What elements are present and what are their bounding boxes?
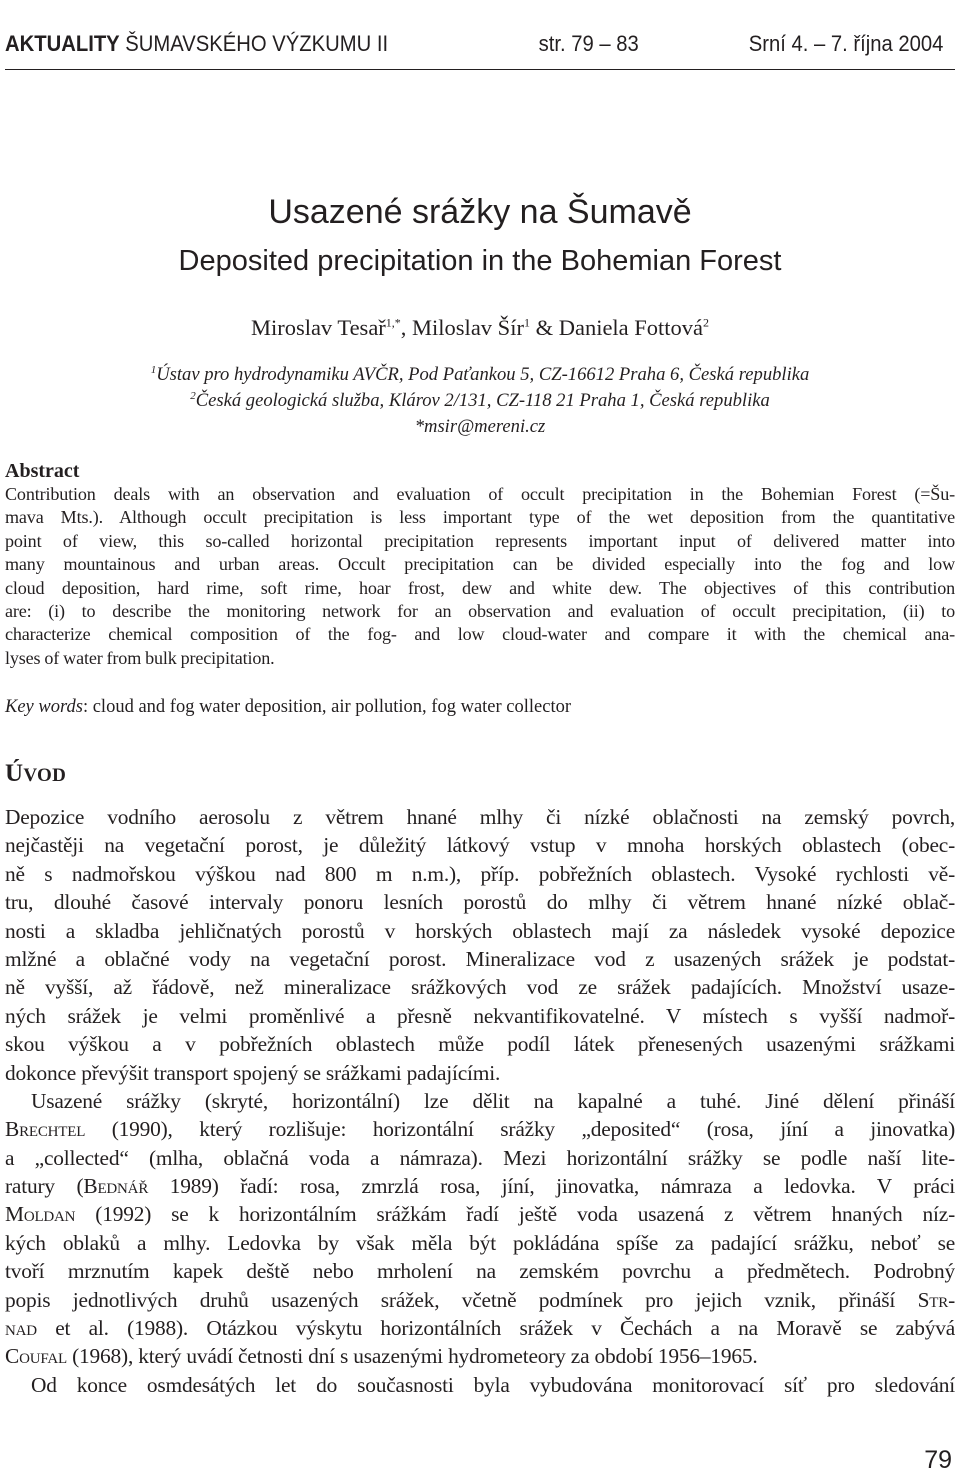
body-line: dokonce převýšit transport spojený se srážkami padajícími. bbox=[5, 1060, 501, 1085]
body-line: nad et al. (1988). Otázkou výskytu horizontálních srážek v Čechách a na Moravě se zabývá bbox=[5, 1316, 955, 1341]
keywords-label: Key words bbox=[5, 697, 83, 717]
author-affil-mark: 1,* bbox=[385, 315, 401, 330]
body-line: Depozice vodního aerosolu z větrem hnané mlhy či nízké oblačnosti na zemský povrch, bbox=[5, 805, 955, 829]
keywords-text: : cloud and fog water deposition, air pollution, fog water collector bbox=[82, 697, 572, 717]
abstract-line: many mountainous and urban areas. Occult precipitation can be divided especially into the fog and low bbox=[5, 554, 955, 575]
body-line: Od konce osmdesátých let do současnosti byla vybudována monitorovací síť pro sledování bbox=[31, 1372, 955, 1397]
cited-author: nad bbox=[5, 1316, 37, 1341]
cited-author: Bednář bbox=[83, 1174, 149, 1199]
author-name: Daniela Fottová bbox=[558, 315, 704, 340]
cited-author: Brechtel bbox=[5, 1117, 86, 1142]
body-line: Coufal (1968), který uvádí četnosti dní s usazenými hydrometeory za období 1956–1965. bbox=[5, 1344, 758, 1369]
header-rule bbox=[5, 69, 955, 70]
page-number: 79 bbox=[924, 1446, 952, 1474]
abstract-line: are: (i) to describe the monitoring network for an observation and evaluation of occult precipitation, (ii) to bbox=[5, 600, 955, 621]
abstract-line: Contribution deals with an observation and evaluation of occult precipitation in the Bohemian Forest (=Šu- bbox=[5, 484, 955, 504]
abstract-heading: Abstract bbox=[5, 460, 80, 482]
body-line: a „collected“ (mlha, oblačná voda a námraza). Mezi horizontální srážky se podle naší lite- bbox=[5, 1145, 955, 1170]
body-line: mlžné a oblačné vody na vegetační porost. Mineralizace vod z usazených srážek je podstat- bbox=[5, 946, 955, 971]
abstract-line: point of view, this so-called horizontal precipitation represents important input of delivered matter into bbox=[5, 530, 955, 551]
abstract-line: lyses of water from bulk precipitation. bbox=[5, 647, 275, 668]
section-heading-uvod: ÚVOD bbox=[5, 760, 67, 787]
body-line: Usazené srážky (skryté, horizontální) lze dělit na kapalné a tuhé. Jiné dělení přináší bbox=[31, 1088, 955, 1113]
cited-author: Moldan bbox=[5, 1202, 76, 1227]
author-affil-mark: 1 bbox=[523, 315, 530, 330]
body-line: skou výškou a v pobřežních oblastech může podíl látek přenesených usazenými srážkami bbox=[5, 1032, 955, 1057]
journal-name: AKTUALITY ŠUMAVSKÉHO VÝZKUMU II bbox=[5, 31, 389, 56]
abstract-line: mava Mts.). Although occult precipitation is less important type of the wet deposition from the quantitative bbox=[5, 507, 955, 528]
contact-email[interactable]: *msir@mereni.cz bbox=[414, 416, 546, 437]
title-czech: Usazené srážky na Šumavě bbox=[268, 193, 692, 231]
body-line: tvoří mrznutím kapek deště nebo mrholení na zemském povrchu a předmětech. Podrobný bbox=[5, 1259, 955, 1284]
abstract-line: characterize chemical composition of the fog- and low cloud-water and compare it with the chemical ana- bbox=[5, 624, 955, 645]
author-name: Miloslav Šír bbox=[412, 315, 524, 340]
abstract-line: cloud deposition, hard rime, soft rime, hoar frost, dew and white dew. The objectives of this contribution bbox=[5, 577, 955, 598]
body-line: kých oblaků a mlhy. Ledovka by však měla být pokládána spíše za padající srážku, neboť se bbox=[5, 1230, 955, 1255]
cited-author: Str- bbox=[917, 1287, 955, 1312]
affiliation-1: $^1$Ústav pro hydrodynamiku AVČR, Pod Paťankou 5, CZ-16612 Praha 6, Česká republika bbox=[150, 364, 810, 386]
venue-date: Srní 4. – 7. října 2004 bbox=[748, 31, 944, 56]
cited-author: Coufal bbox=[5, 1344, 67, 1369]
body-line: ně vyšší, až řádově, než mineralizace srážkových vod ze srážek padajících. Množství usaze- bbox=[5, 975, 955, 1000]
abstract-text bbox=[5, 483, 955, 670]
title-english: Deposited precipitation in the Bohemian Forest bbox=[178, 245, 782, 277]
affiliation-2: $^2$Česká geologická služba, Klárov 2/131, CZ-118 21 Praha 1, Česká republika bbox=[190, 390, 770, 412]
body-line: ných srážek je velmi proměnlivé a přesně nekvantifikovatelné. V místech s vyšší nadmoř- bbox=[5, 1003, 955, 1028]
author-list: Miroslav Tesař$^{1,*}$, Miloslav Šír$^1$ & Daniela Fottová$^2$ bbox=[250, 315, 710, 340]
body-line: nejčastěji na vegetační porost, je důležitý látkový vstup v mnoha horských oblastech (obec- bbox=[5, 833, 955, 858]
author-name: Miroslav Tesař bbox=[250, 315, 386, 340]
running-header bbox=[5, 26, 944, 62]
body-text bbox=[5, 803, 955, 1399]
body-line: ně s nadmořskou výškou nad 800 m n.m.), příp. pobřežních oblastech. Vysoké rychlosti vě- bbox=[5, 861, 955, 886]
body-line: Moldan (1992) se k horizontálním srážkám řadí ještě voda usazená z větrem hnaných níz- bbox=[5, 1202, 955, 1227]
page-range: str. 79 – 83 bbox=[538, 31, 639, 56]
body-line: ratury (Bednář 1989) řadí: rosa, zmrzlá rosa, jíní, jinovatka, námraza a ledovka. V práci bbox=[5, 1174, 955, 1199]
keywords bbox=[5, 697, 571, 718]
body-line: tru, dlouhé časové intervaly ponoru lesních porostů do mlhy či větrem hnané nízké oblač- bbox=[5, 890, 955, 915]
body-line: nosti a skladba jehličnatých porostů v horských oblastech mají za následek vysoké depozice bbox=[5, 918, 955, 943]
body-line: popis jednotlivých druhů usazených srážek, včetně podmínek pro jejich vznik, přináší Str- bbox=[5, 1287, 955, 1312]
author-affil-mark: 2 bbox=[703, 315, 710, 330]
body-line: Brechtel (1990), který rozlišuje: horizontální srážky „deposited“ (rosa, jíní a jinovatka) bbox=[5, 1117, 955, 1142]
